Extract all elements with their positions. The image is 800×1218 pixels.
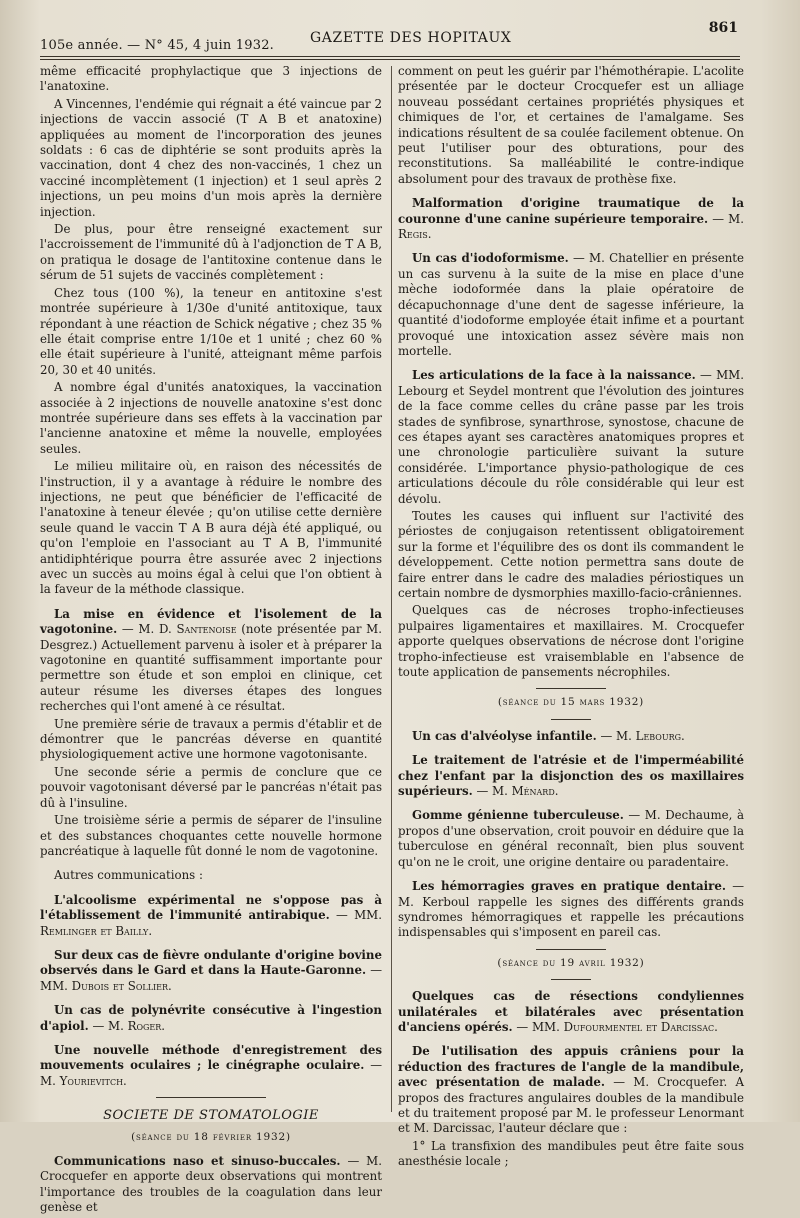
item-title: Quelques cas de résections condyliennes unilatérales et bilatérales avec présentation d'anciens opérés.	[398, 989, 744, 1034]
column-separator	[391, 66, 392, 1112]
item-authors: — M. Yourievitch.	[40, 1058, 383, 1088]
item-authors: — MM. Remlinger et Bailly.	[40, 908, 382, 938]
gomme-item	[398, 808, 744, 870]
journal-title: GAZETTE DES HOPITAUX	[310, 30, 512, 46]
alcoolisme-item	[40, 893, 382, 939]
section-rule	[156, 1097, 266, 1098]
item-title: Un cas d'iodoformisme.	[412, 251, 569, 266]
hemorragies-item	[398, 879, 744, 941]
item-authors: — MM. Dubois et Sollier.	[40, 963, 382, 993]
paragraph: A Vincennes, l'endémie qui régnait a été vaincue par 2 injections de vaccin associé (T A B et anatoxine) appliquées au moment de l'incorporation des jeunes soldats : 6 cas de diphtérie se sont produits après la vaccination, dont 4 chez des non-vaccinés, 1 chez un vacciné incomplètement (1 injection) et 1 seul après 2 injections, un peu moins d'un mois après la dernière injection.	[40, 96, 382, 219]
paragraph: Une première série de travaux a permis d'établir et de démontrer que le pancréas déverse en quantité physiologiquement active une hormone vagotonisante.	[40, 716, 382, 762]
paragraph: Chez tous (100 %), la teneur en antitoxine s'est montrée supérieure à 1/30e d'unité antitoxique, taux répondant à une réaction de Schick négative ; chez 35 % elle était comprise entre 1/10e et 1 unité ; chez 60 % elle était supérieure à l'unité, atteignant même parfois 20, 30 et 40 unités.	[40, 285, 382, 377]
item-text: — M. Kerboul rappelle les signes des différents grands syndromes hémorragiques et rappelle les précautions indispensables qui s'imposent en pareil cas.	[398, 879, 745, 940]
resections-item	[398, 989, 744, 1035]
section-rule	[536, 688, 606, 689]
item-title: Une nouvelle méthode d'enregistrement des mouvements oculaires ; le cinégraphe oculaire.	[40, 1042, 382, 1073]
item-title: Communications naso et sinuso-buccales.	[54, 1154, 341, 1168]
autres-heading: Autres communications :	[54, 868, 203, 883]
item-title: Malformation d'origine traumatique de la couronne d'une canine supérieure temporaire.	[398, 196, 744, 226]
seance-date: (séance du 15 mars 1932)	[497, 696, 645, 709]
item-text: — M. Crocquefer. A propos des fractures angulaires doubles de la mandibule et du traitement proposé par M. le professeur Lenormant et M. Darcissac, l'auteur déclare que :	[398, 1075, 744, 1136]
iodoformisme-item	[398, 251, 744, 359]
item-authors: — M. Roger.	[92, 1018, 166, 1033]
item-title: Un cas de polynévrite consécutive à l'ingestion d'apiol.	[40, 1003, 382, 1033]
item-authors: — M. Regis.	[398, 211, 745, 242]
item-title: Le traitement de l'atrésie et de l'imperméabilité chez l'enfant par la disjonction des os maxillaires supérieurs.	[398, 753, 744, 799]
paragraph: Toutes les causes qui influent sur l'activité des périostes de conjugaison retentissent obligatoirement sur la forme et l'équilibre des os dont ils commandent le développement. Cette notion permettra sans doute de faire entrer dans le cadre des maladies périostiques un certain nombre de dysmorphies maxillo-facio-crâniennes.	[398, 508, 744, 600]
section-rule	[551, 979, 591, 980]
item-title: La mise en évidence et l'isolement de la vagotonine.	[40, 606, 382, 637]
paragraph: comment on peut les guérir par l'hémothérapie. L'acolite présentée par le docteur Crocquefer est un alliage nouveau possédant certaines propriétés physiques et chimiques de l'or, et certaines de l'amalgame. Ses indications résultent de sa coulée facilement obtenue. On peut l'utiliser pour des obturations, pour des reconstitutions. Sa malléabilité le contre-indique absolument pour des travaux de prothèse fixe.	[398, 64, 744, 186]
section-rule	[551, 719, 591, 720]
header-rule-second	[40, 59, 740, 60]
item-title: De l'utilisation des appuis crâniens pour la réduction des fractures de l'angle de la mandibule, avec présentation de malade.	[398, 1044, 744, 1090]
right-column	[398, 64, 744, 1172]
seance-date: (séance du 18 février 1932)	[131, 1130, 291, 1143]
seance-date: (séance du 19 avril 1932)	[497, 956, 645, 969]
atresie-item	[398, 753, 744, 799]
item-text: — M. Dechaume, à propos d'une observation, croit pouvoir en déduire que la tuberculose en général reconnaît, bien plus souvent qu'on ne le croit, une origine dentaire ou paradentaire.	[398, 808, 744, 869]
item-authors: — M. Lebourg.	[600, 728, 685, 743]
communications-item	[40, 1154, 382, 1216]
polynevrite-item	[40, 1003, 382, 1034]
item-authors: — MM. Dufourmentel et Darcissac.	[516, 1019, 718, 1034]
paragraph: Une seconde série a permis de conclure que ce pouvoir vagotonisant déversé par le pancréas n'était pas dû à l'insuline.	[40, 764, 382, 810]
item-author: Santenoise	[176, 622, 237, 637]
fievre-item	[40, 948, 382, 994]
appuis-craniens-item	[398, 1044, 744, 1136]
item-text: (note présentée par M. Desgrez.) Actuellement parvenu à isoler et à préparer la vagotonine en quantité suffisamment importante pour permettre son étude et son emploi en clinique, cet auteur résume les diverses étapes des longues recherches qui l'ont amené à ce résultat.	[40, 622, 382, 714]
paragraph: A nombre égal d'unités anatoxiques, la vaccination associée à 2 injections de nouvelle anatoxine s'est donc montrée supérieure dans ses effets à la vaccination par l'ancienne anatoxine et même la nouvelle, employées seules.	[40, 380, 382, 456]
society-heading: SOCIETE DE STOMATOLOGIE	[103, 1108, 319, 1124]
item-authors: — M. Ménard.	[476, 784, 559, 799]
item-text: — MM. Lebourg et Seydel montrent que l'évolution des jointures de la face comme celles du crâne passe par les trois stades de synfibrose, synarthrose, synostose, chacune de ces étapes ayant ses caractères anatomiques propres et une chronologie particulière suivant la suture considérée. L'importance physio-pathologique de ces articulations découle du rôle considérable qui leur est dévolu.	[398, 368, 744, 506]
item-title: Gomme génienne tuberculeuse.	[412, 808, 624, 823]
item-title: Les articulations de la face à la naissance.	[412, 368, 696, 383]
item-text: — M. Crocquefer en apporte deux observations qui montrent l'importance des troubles de la coagulation dans leur genèse et	[40, 1154, 382, 1215]
header-rule	[40, 56, 740, 57]
alveolyse-item	[398, 729, 744, 744]
item-title: Sur deux cas de fièvre ondulante d'origine bovine observés dans le Gard et dans la Haute-Garonne.	[40, 947, 382, 978]
cinegraphe-item	[40, 1043, 382, 1089]
paragraph: même efficacité prophylactique que 3 injections de l'anatoxine.	[40, 64, 382, 94]
issue-info: 105e année. — N° 45, 4 juin 1932.	[40, 38, 275, 53]
paragraph: De plus, pour être renseigné exactement sur l'accroissement de l'immunité dû à l'adjonction de T A B, on pratiqua le dosage de l'antitoxine contenue dans le sérum de 51 sujets de vaccinés complètement :	[40, 222, 382, 283]
left-column	[40, 64, 382, 1218]
paragraph: Quelques cas de nécroses tropho-infectieuses pulpaires ligamentaires et maxillaires. M. Crocquefer apporte quelques observations de nécrose dont l'origine tropho-infectieuse est vraisemblable en l'absence de toute application de pansements nécrophiles.	[398, 603, 744, 680]
item-title: L'alcoolisme expérimental ne s'oppose pas à l'établissement de l'immunité antirabique.	[40, 892, 382, 923]
paragraph: 1° La transfixion des mandibules peut être faite sous anesthésie locale ;	[398, 1138, 744, 1169]
articulations-item	[398, 368, 744, 507]
vagotonine-item	[40, 607, 382, 715]
item-author-prefix: — M. D.	[121, 622, 172, 637]
malformation-item	[398, 196, 744, 242]
running-header	[40, 20, 740, 54]
item-text: — M. Chatellier en présente un cas survenu à la suite de la mise en place d'une mèche iodoformée dans la plaie opératoire de décapuchonnage d'une dent de sagesse inférieure, la quantité d'iodoforme employée était infime et a pourtant provoqué une intoxication assez sévère mais non mortelle.	[398, 251, 745, 358]
page-number: 861	[708, 20, 738, 36]
item-title: Les hémorragies graves en pratique dentaire.	[412, 879, 726, 894]
item-title: Un cas d'alvéolyse infantile.	[412, 728, 597, 743]
paragraph: Le milieu militaire où, en raison des nécessités de l'instruction, il y a avantage à réduire le nombre des injections, ne peut que bénéficier de l'efficacité de l'anatoxine à teneur élevée ; qu'on utilise cette dernière seule quand le vaccin T A B aura déjà été appliqué, ou qu'on l'emploie en l'associant au T A B, l'immunité antidiphtérique pourra être assurée avec 2 injections avec un succès au moins égal à celui que l'on obtient à la faveur de la méthode classique.	[40, 459, 382, 597]
paragraph: Une troisième série a permis de séparer de l'insuline et des substances choquantes cette nouvelle hormone pancréatique à laquelle fût donné le nom de vagotonine.	[40, 813, 382, 858]
section-rule	[536, 949, 606, 950]
